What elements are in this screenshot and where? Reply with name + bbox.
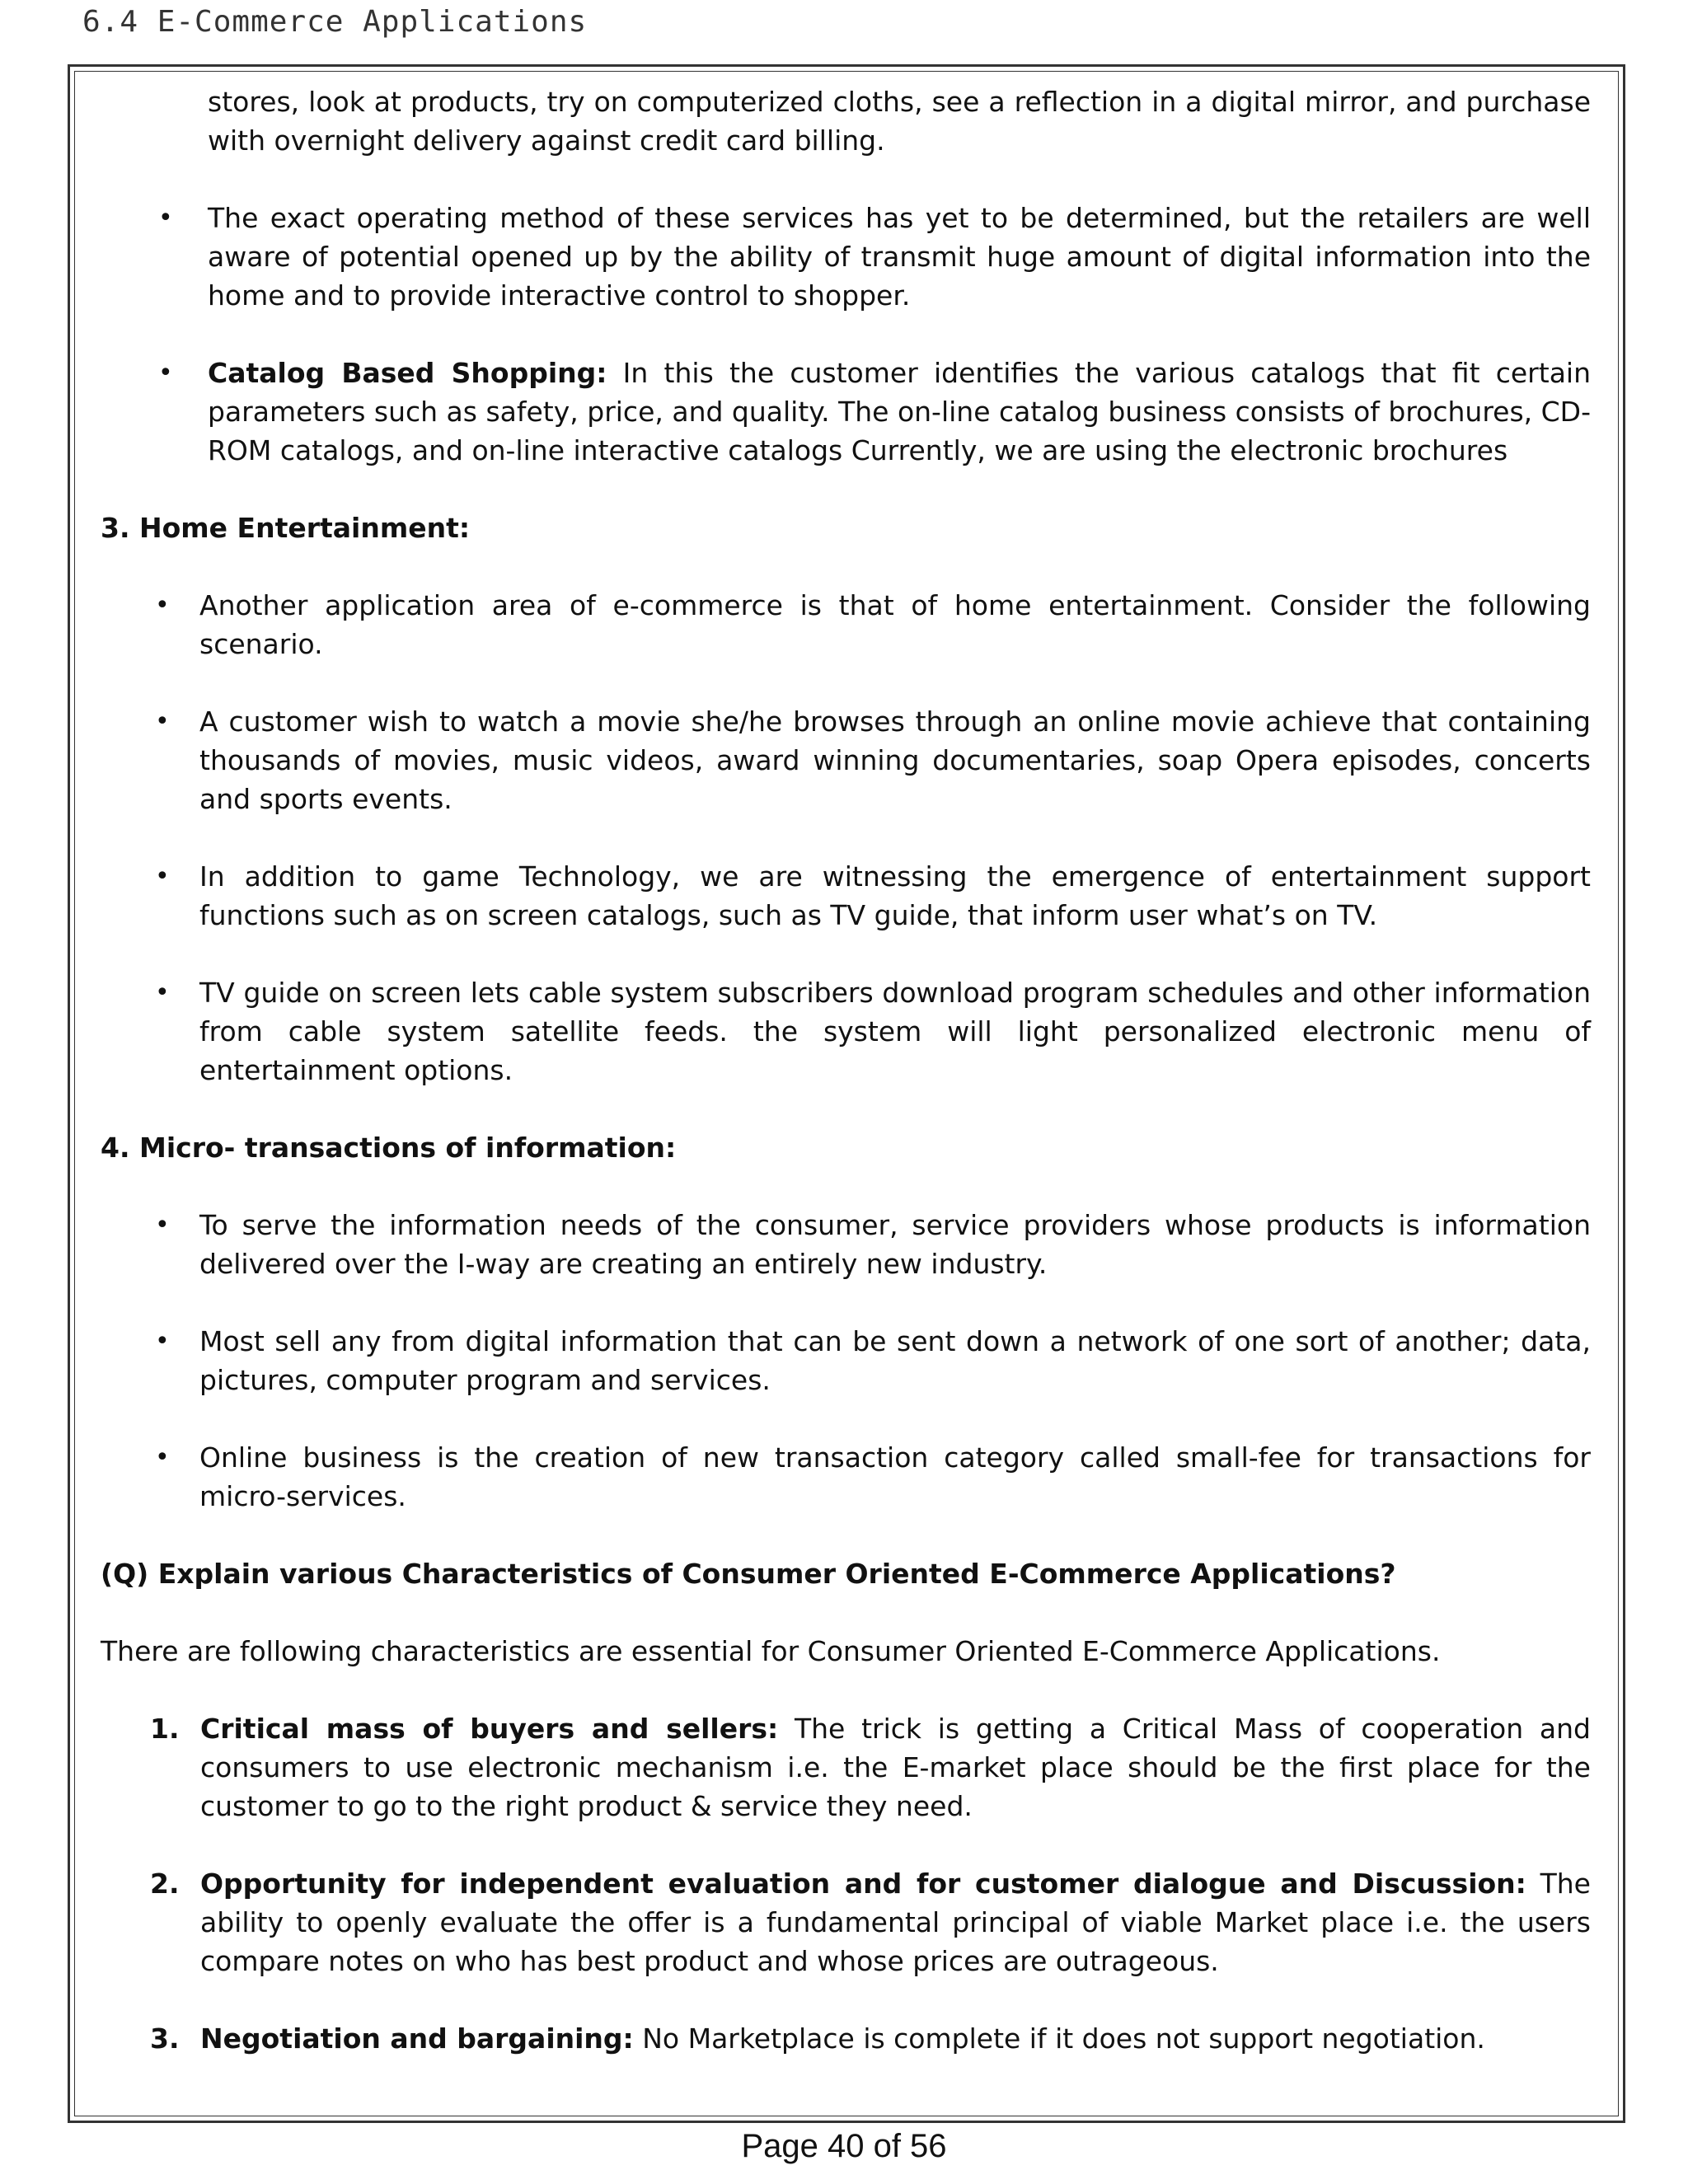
bullet-icon: •	[155, 1327, 170, 1356]
list-item	[101, 1322, 1591, 1399]
section-heading: 3. Home Entertainment:	[101, 512, 471, 544]
question-lead: There are following characteristics are essential for Consumer Oriented E-Commerce Applications.	[101, 1635, 1441, 1667]
item-number: 1.	[150, 1713, 180, 1745]
list-item-text: A customer wish to watch a movie she/he browses through an online movie achieve that containing thousands of movies, music videos, award winning documentaries, soap Opera episodes, concerts and sports events.	[199, 705, 1591, 815]
item-text: The ability to openly evaluate the offer is a fundamental principal of viable Market place i.e. the users compare notes on who has best product and whose prices are outrageous.	[200, 1868, 1591, 1977]
bullet-icon: •	[155, 862, 170, 891]
item-number: 2.	[150, 1868, 180, 1900]
list-item	[101, 586, 1591, 663]
list-item	[101, 702, 1591, 818]
item-text: The trick is getting a Critical Mass of cooperation and consumers to use electronic mechanism i.e. the E-market place should be the first place for the customer to go to the right product & service they need.	[200, 1713, 1591, 1822]
list-item-text: The exact operating method of these services has yet to be determined, but the retailers are well aware of potential opened up by the ability of transmit huge amount of digital information into the home and to provide interactive control to shopper.	[208, 202, 1591, 312]
bullet-icon: •	[155, 978, 170, 1007]
numbered-item	[101, 2019, 1591, 2058]
list-item-bold: Catalog Based Shopping:	[208, 357, 607, 389]
list-item	[101, 354, 1591, 470]
bullet-icon: •	[155, 1211, 170, 1240]
item-bold: Critical mass of buyers and sellers:	[200, 1713, 779, 1745]
list-item-text: TV guide on screen lets cable system subscribers download program schedules and other information from cable system satellite feeds. the system will light personalized electronic menu of entertainment options.	[199, 977, 1591, 1086]
list-item-text: In this the customer identifies the various catalogs that fit certain parameters such as safety, price, and quality. The on-line catalog business consists of brochures, CD-ROM catalogs, and on-line interactive catalogs Currently, we are using the electronic brochures	[208, 357, 1592, 466]
list-item-text: Most sell any from digital information that can be sent down a network of one sort of another; data, pictures, computer program and services.	[199, 1325, 1591, 1396]
list-item	[101, 1206, 1591, 1283]
item-text: No Marketplace is complete if it does not support negotiation.	[633, 2022, 1485, 2055]
bullet-icon: •	[155, 707, 170, 736]
section-heading: 4. Micro- transactions of information:	[101, 1132, 677, 1164]
list-item	[101, 1438, 1591, 1516]
item-bold: Opportunity for independent evaluation and for customer dialogue and Discussion:	[200, 1868, 1526, 1900]
numbered-item	[101, 1709, 1591, 1825]
page-content	[101, 82, 1591, 2097]
list-item-text: Online business is the creation of new transaction category called small-fee for transactions for micro-services.	[199, 1441, 1591, 1512]
bullet-icon: •	[155, 591, 170, 620]
item-number: 3.	[150, 2022, 180, 2055]
list-item-text: Another application area of e-commerce is that of home entertainment. Consider the following scenario.	[199, 589, 1591, 660]
bullet-icon: •	[158, 359, 173, 387]
continued-paragraph: stores, look at products, try on computerized cloths, see a reflection in a digital mirror, and purchase with overnight delivery against credit card billing.	[208, 86, 1591, 157]
bullet-icon: •	[158, 204, 173, 232]
numbered-item	[101, 1864, 1591, 1980]
list-item	[101, 857, 1591, 935]
item-bold: Negotiation and bargaining:	[200, 2022, 634, 2055]
list-item-text: To serve the information needs of the consumer, service providers whose products is information delivered over the I-way are creating an entirely new industry.	[199, 1209, 1591, 1280]
page-header: 6.4 E-Commerce Applications	[82, 5, 588, 39]
bullet-icon: •	[155, 1443, 170, 1472]
question-heading: (Q) Explain various Characteristics of Consumer Oriented E-Commerce Applications?	[101, 1558, 1396, 1590]
list-item	[101, 973, 1591, 1090]
list-item-text: In addition to game Technology, we are witnessing the emergence of entertainment support functions such as on screen catalogs, such as TV guide, that inform user what’s on TV.	[199, 860, 1591, 931]
page-number: Page 40 of 56	[741, 2128, 947, 2164]
list-item	[101, 199, 1591, 315]
